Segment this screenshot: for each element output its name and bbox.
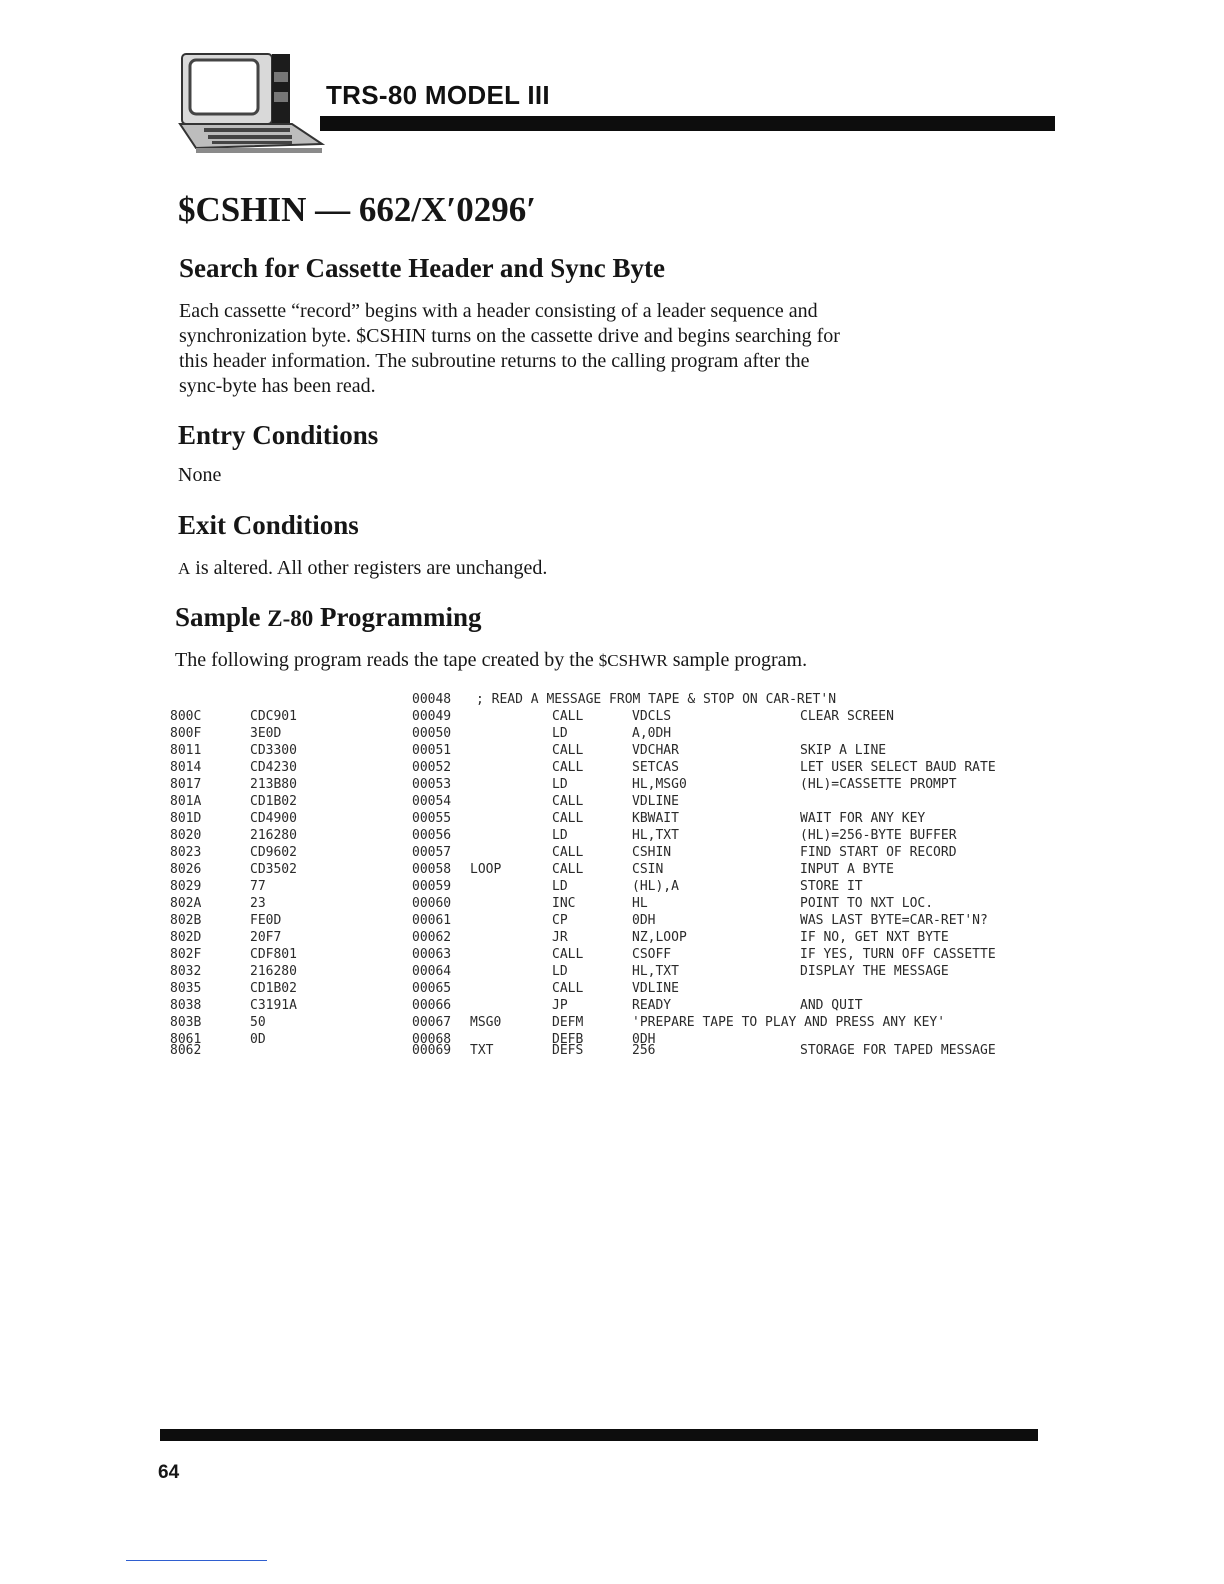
listing-obj: CD1B02: [250, 981, 297, 996]
listing-addr: 800F: [170, 726, 202, 741]
listing-line: 00068: [412, 1032, 452, 1047]
listing-comment: FIND START OF RECORD: [800, 845, 957, 860]
listing-label: LOOP: [470, 862, 502, 877]
listing-op: CALL: [552, 981, 584, 996]
scan-artifact-line: [126, 1560, 267, 1561]
listing-obj: 216280: [250, 964, 297, 979]
entry-conditions-text: None: [178, 464, 222, 486]
listing-arg: 0DH: [632, 913, 656, 928]
exit-conditions-detail: is altered. All other registers are unchanged.: [190, 557, 548, 579]
trs80-computer-icon: [176, 48, 332, 160]
listing-addr: 802D: [170, 930, 202, 945]
listing-comment: IF NO, GET NXT BYTE: [800, 930, 949, 945]
listing-obj: CD3300: [250, 743, 297, 758]
listing-line: 00054: [412, 794, 452, 809]
listing-comment: DISPLAY THE MESSAGE: [800, 964, 949, 979]
listing-line: 00049: [412, 709, 452, 724]
listing-obj: CD1B02: [250, 794, 297, 809]
listing-comment: (HL)=256-BYTE BUFFER: [800, 828, 957, 843]
listing-addr: 8020: [170, 828, 202, 843]
listing-comment: STORE IT: [800, 879, 863, 894]
routine-name: $CSHWR: [598, 651, 668, 670]
listing-addr: 801A: [170, 794, 202, 809]
listing-arg: HL,TXT: [632, 964, 679, 979]
listing-comment: WAIT FOR ANY KEY: [800, 811, 926, 826]
listing-obj: 23: [250, 896, 266, 911]
listing-arg: (HL),A: [632, 879, 679, 894]
listing-line: 00048: [412, 692, 452, 707]
listing-obj: 20F7: [250, 930, 282, 945]
description-paragraph: [179, 299, 879, 399]
banner-title: TRS-80 MODEL III: [326, 80, 550, 110]
listing-op: CALL: [552, 743, 584, 758]
listing-line: 00061: [412, 913, 452, 928]
register-name: A: [178, 559, 191, 578]
listing-addr: 8035: [170, 981, 202, 996]
listing-comment: INPUT A BYTE: [800, 862, 894, 877]
listing-addr: 8017: [170, 777, 202, 792]
heading-sample-programming: [175, 602, 482, 633]
listing-obj: CD3502: [250, 862, 297, 877]
listing-comment: IF YES, TURN OFF CASSETTE: [800, 947, 996, 962]
listing-arg: SETCAS: [632, 760, 679, 775]
listing-op: ; READ A MESSAGE FROM TAPE & STOP ON CAR-RET'N: [476, 692, 837, 707]
listing-line: 00060: [412, 896, 452, 911]
listing-arg: HL: [632, 896, 648, 911]
listing-line: 00057: [412, 845, 452, 860]
listing-obj: C3191A: [250, 998, 297, 1013]
listing-addr: 8029: [170, 879, 202, 894]
sample-intro-text: [175, 648, 807, 673]
listing-obj: CD4900: [250, 811, 297, 826]
listing-arg: 0DH: [632, 1032, 656, 1047]
listing-arg: VDCLS: [632, 709, 672, 724]
listing-line: 00067: [412, 1015, 452, 1030]
listing-arg: HL,TXT: [632, 828, 679, 843]
listing-obj: 213B80: [250, 777, 297, 792]
listing-line: 00059: [412, 879, 452, 894]
listing-comment: SKIP A LINE: [800, 743, 887, 758]
listing-line: 00065: [412, 981, 452, 996]
listing-obj: CD9602: [250, 845, 297, 860]
listing-comment: POINT TO NXT LOC.: [800, 896, 934, 911]
exit-conditions-text: [178, 556, 547, 581]
listing-addr: 802A: [170, 896, 202, 911]
heading-exit-conditions: Exit Conditions: [178, 510, 359, 540]
listing-comment: LET USER SELECT BAUD RATE: [800, 760, 996, 775]
listing-op: LD: [552, 828, 568, 843]
listing-line: 00064: [412, 964, 452, 979]
listing-op: CALL: [552, 862, 584, 877]
listing-addr: 8014: [170, 760, 202, 775]
listing-op: CALL: [552, 794, 584, 809]
description-line: this header information. The subroutine returns to the calling program after the: [179, 350, 810, 372]
listing-op: DEFB: [552, 1032, 584, 1047]
heading-sample-post: Programming: [313, 602, 482, 632]
sample-intro-pre: The following program reads the tape created by the: [175, 649, 599, 671]
listing-op: LD: [552, 726, 568, 741]
description-line: Each cassette “record” begins with a header consisting of a leader sequence and: [179, 300, 818, 322]
listing-arg: CSHIN: [632, 845, 672, 860]
listing-op: LD: [552, 879, 568, 894]
listing-obj: 216280: [250, 828, 297, 843]
page-number: 64: [158, 1462, 180, 1483]
listing-op: CALL: [552, 760, 584, 775]
page-title: $CSHIN — 662/X′0296′: [178, 190, 537, 229]
listing-arg: CSIN: [632, 862, 664, 877]
heading-sample-cpu: Z-80: [267, 606, 314, 631]
listing-line: 00055: [412, 811, 452, 826]
listing-addr: 8023: [170, 845, 202, 860]
listing-arg: KBWAIT: [632, 811, 679, 826]
listing-comment: WAS LAST BYTE=CAR-RET'N?: [800, 913, 988, 928]
footer-rule: [160, 1429, 1038, 1441]
listing-comment: AND QUIT: [800, 998, 863, 1013]
listing-op: JP: [552, 998, 568, 1013]
listing-op: CALL: [552, 709, 584, 724]
listing-arg: VDCHAR: [632, 743, 679, 758]
listing-arg: VDLINE: [632, 794, 679, 809]
listing-addr: 8038: [170, 998, 202, 1013]
listing-op: LD: [552, 964, 568, 979]
listing-obj: FE0D: [250, 913, 282, 928]
listing-line: 00062: [412, 930, 452, 945]
listing-arg: READY: [632, 998, 672, 1013]
listing-obj: 3E0D: [250, 726, 282, 741]
listing-obj: CDF801: [250, 947, 297, 962]
heading-search: Search for Cassette Header and Sync Byte: [179, 253, 665, 283]
listing-op: CALL: [552, 811, 584, 826]
banner-rule: [320, 116, 1055, 131]
listing-arg: VDLINE: [632, 981, 679, 996]
listing-label: TXT: [470, 1043, 494, 1058]
listing-addr: 801D: [170, 811, 202, 826]
listing-comment: CLEAR SCREEN: [800, 709, 894, 724]
listing-obj: 0D: [250, 1032, 266, 1047]
listing-op: CALL: [552, 947, 584, 962]
listing-addr: 803B: [170, 1015, 202, 1030]
listing-line: 00051: [412, 743, 452, 758]
listing-obj: CDC901: [250, 709, 297, 724]
listing-line: 00050: [412, 726, 452, 741]
listing-addr: 8011: [170, 743, 202, 758]
listing-op: DEFS: [552, 1043, 584, 1058]
listing-arg: A,0DH: [632, 726, 672, 741]
listing-arg: NZ,LOOP: [632, 930, 687, 945]
listing-line: 00066: [412, 998, 452, 1013]
listing-arg: HL,MSG0: [632, 777, 687, 792]
description-line: sync-byte has been read.: [179, 375, 376, 397]
listing-line: 00069: [412, 1043, 452, 1058]
listing-addr: 8061: [170, 1032, 202, 1047]
listing-comment: STORAGE FOR TAPED MESSAGE: [800, 1043, 996, 1058]
listing-line: 00058: [412, 862, 452, 877]
listing-arg: CSOFF: [632, 947, 672, 962]
listing-addr: 800C: [170, 709, 202, 724]
description-line: synchronization byte. $CSHIN turns on the cassette drive and begins searching for: [179, 325, 840, 347]
listing-op: CALL: [552, 845, 584, 860]
listing-op: CP: [552, 913, 568, 928]
listing-label: MSG0: [470, 1015, 502, 1030]
listing-obj: 77: [250, 879, 266, 894]
listing-obj: CD4230: [250, 760, 297, 775]
sample-intro-post: sample program.: [667, 649, 808, 671]
listing-op: JR: [552, 930, 568, 945]
heading-sample-pre: Sample: [175, 602, 268, 632]
listing-addr: 8026: [170, 862, 202, 877]
listing-addr: 802B: [170, 913, 202, 928]
listing-line: 00063: [412, 947, 452, 962]
listing-addr: 802F: [170, 947, 202, 962]
listing-obj: 50: [250, 1015, 266, 1030]
listing-line: 00053: [412, 777, 452, 792]
listing-op: LD: [552, 777, 568, 792]
listing-line: 00056: [412, 828, 452, 843]
listing-comment: (HL)=CASSETTE PROMPT: [800, 777, 957, 792]
listing-line: 00052: [412, 760, 452, 775]
listing-addr: 8032: [170, 964, 202, 979]
listing-arg: 256: [632, 1043, 656, 1058]
listing-op: DEFM: [552, 1015, 584, 1030]
heading-entry-conditions: Entry Conditions: [178, 420, 379, 450]
listing-arg: 'PREPARE TAPE TO PLAY AND PRESS ANY KEY': [632, 1015, 946, 1030]
listing-op: INC: [552, 896, 576, 911]
listing-addr: 8062: [170, 1043, 202, 1058]
